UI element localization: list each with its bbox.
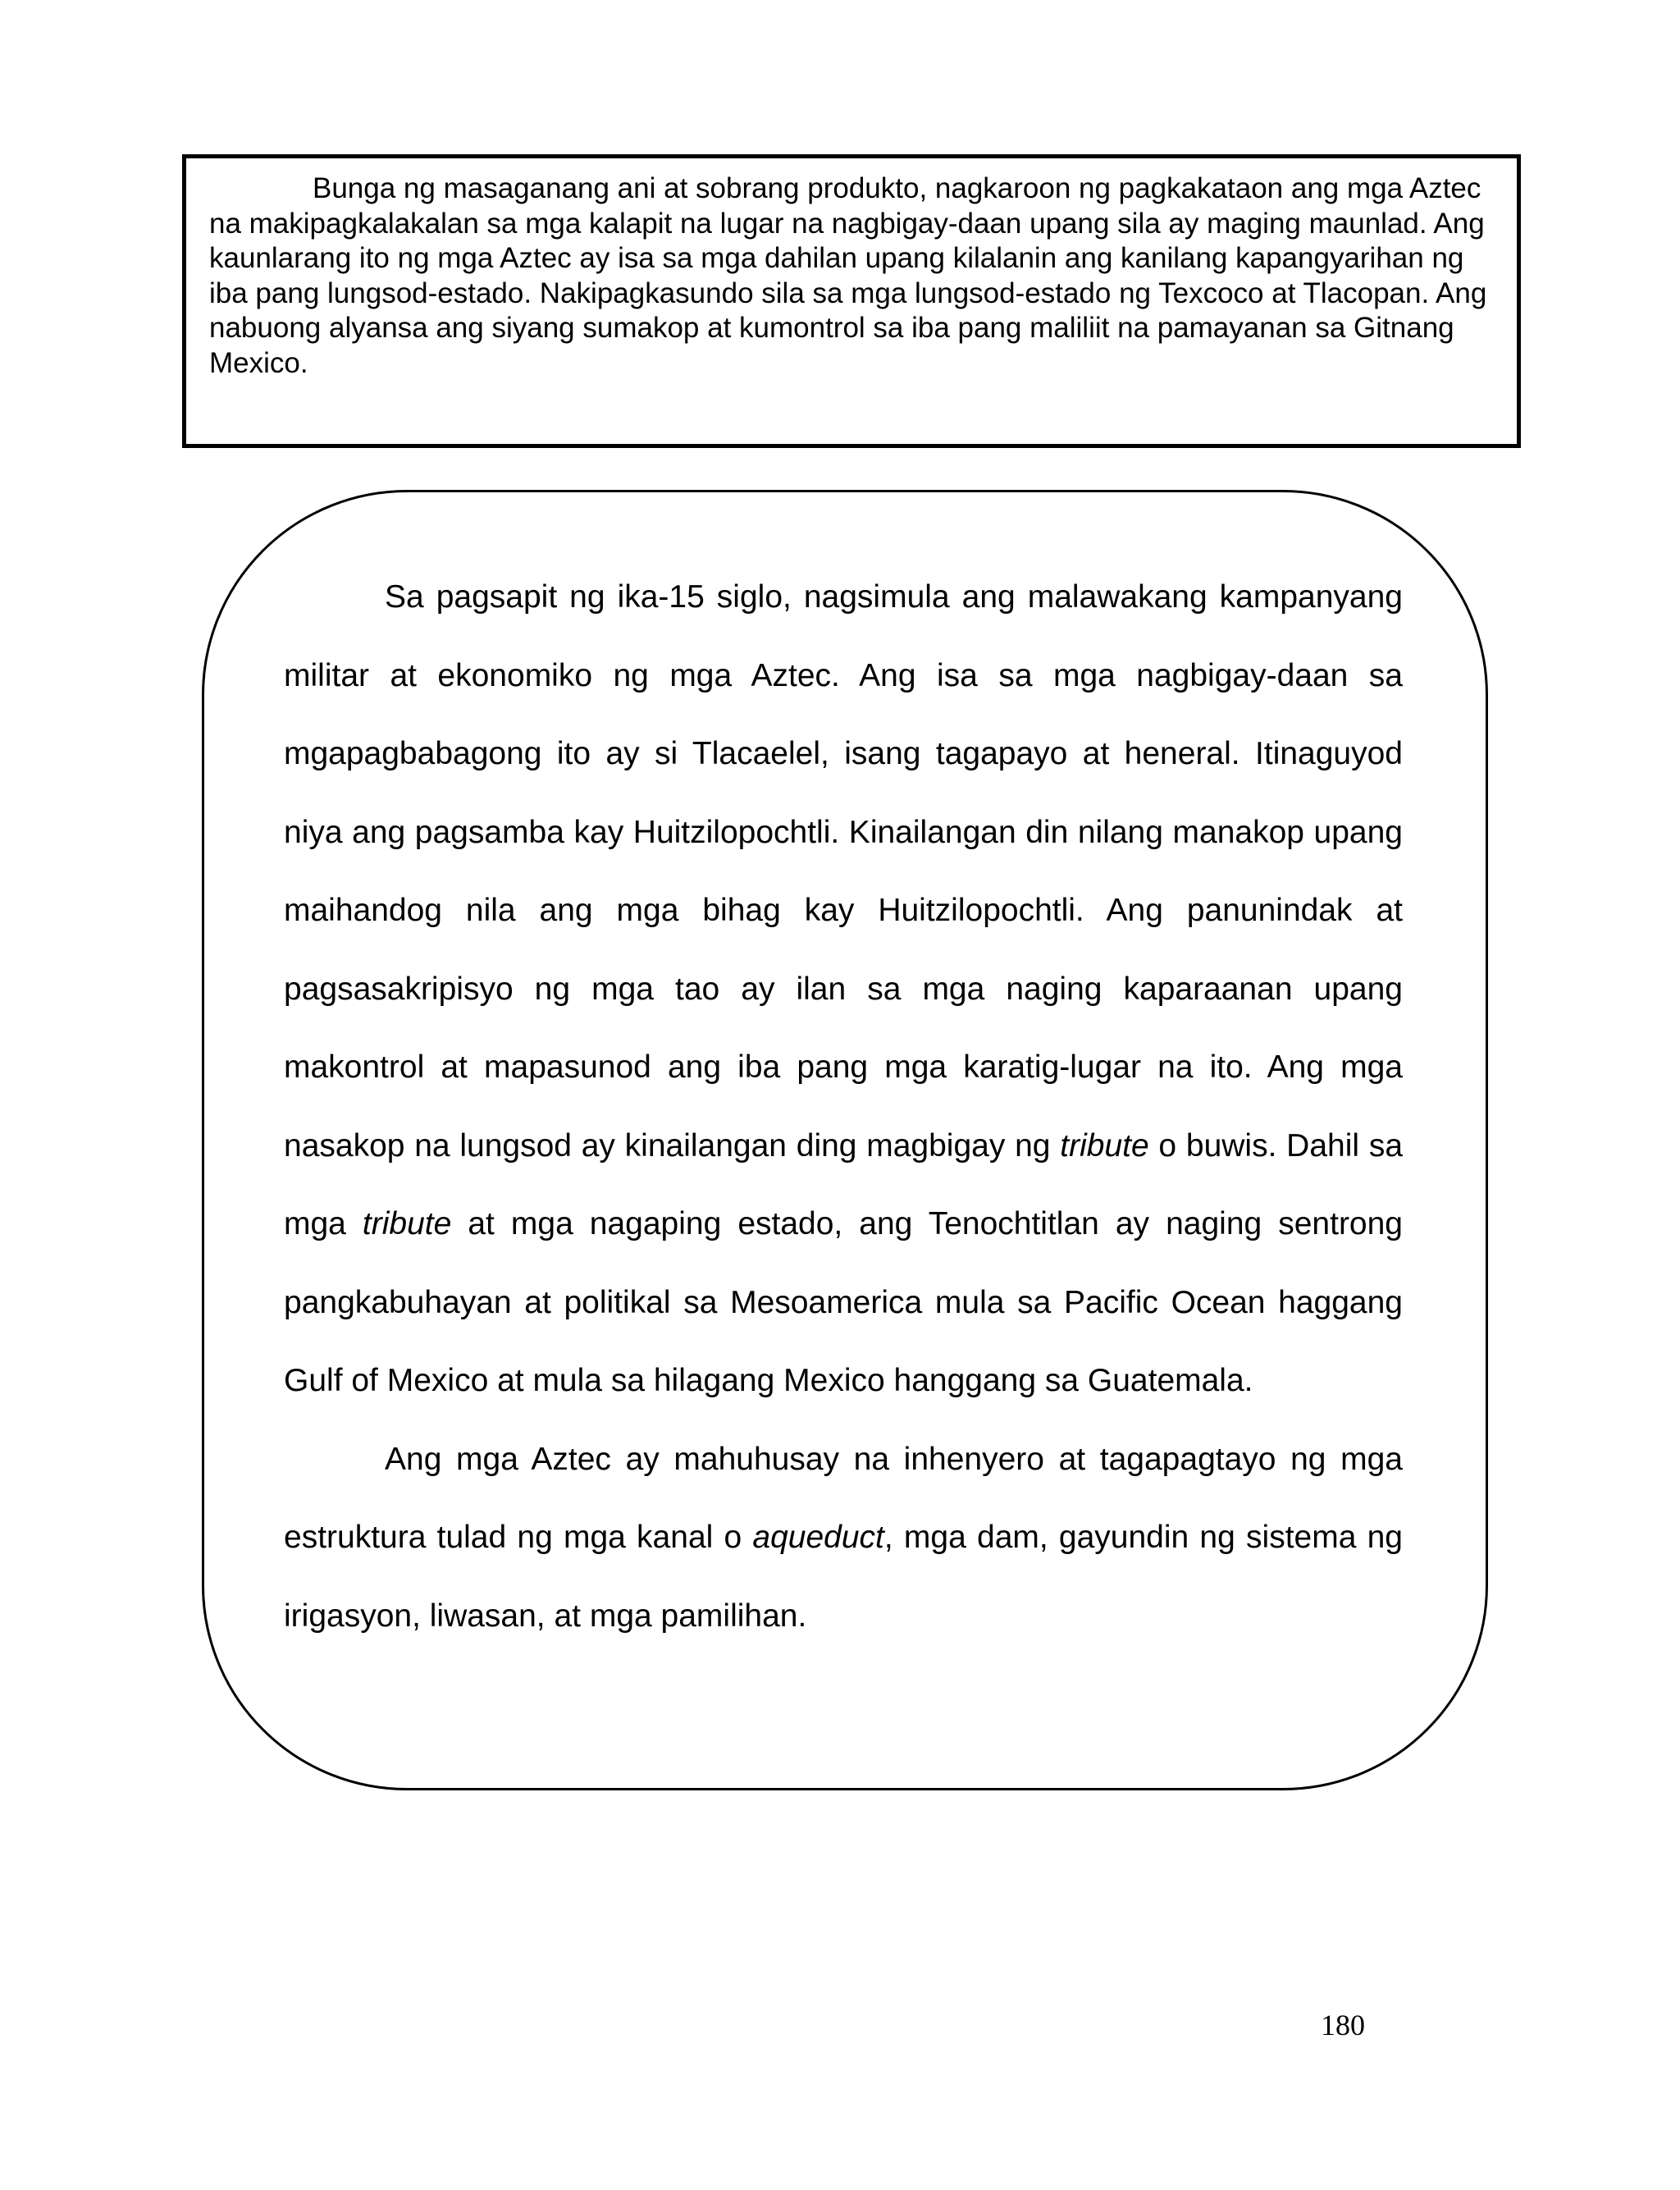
paragraph-text: , mga dam, gayundin ng sistema ng irigasyon, liwasan, at mga pamilihan. (284, 1520, 1403, 1634)
paragraph-text: Ang mga Aztec ay mahuhusay na inhenyero at tagapagtayo ng mga estruktura tulad ng mga kanal o (284, 1441, 1403, 1555)
paragraph-text: o buwis. Dahil sa mga (284, 1127, 1404, 1241)
italic-term: aqueduct (752, 1520, 884, 1555)
italic-term: tribute (362, 1206, 452, 1241)
paragraph-text: at mga nagaping estado, ang Tenochtitlan ay naging sentrong pangkabuhayan at politikal sa Mesoamerica mula sa Pacific Ocean haggang Gulf of Mexico at mula sa hilagang Mexico hanggang sa Guatemala. (284, 1206, 1404, 1398)
aztec-expansion-paragraph (284, 558, 1403, 1420)
aztec-engineering-paragraph (284, 1420, 1403, 1656)
summary-box (182, 154, 1521, 448)
paragraph-text: Sa pagsapit ng ika-15 siglo, nagsimula ang malawakang kampanyang militar at ekonomiko ng mga Aztec. Ang isa sa mga nagbigay-daan sa mgapagbabagong ito ay si Tlacaelel, isang tagapayo at heneral. Itinaguyod niya ang pagsamba kay Huitzilopochtli. Kinailangan din nilang manakop upang maihandog nila ang mga bihag kay Huitzilopochtli. Ang panunindak at pagsasakripisyo ng mga tao ay ilan sa mga naging kaparaanan upang makontrol at mapasunod ang iba pang mga karatig-lugar na ito. Ang mga nasakop na lungsod ay kinailangan ding magbigay ng (284, 579, 1403, 1164)
page-number: 180 (1321, 2009, 1365, 2041)
italic-term: tribute (1060, 1127, 1149, 1164)
rounded-text-content (284, 558, 1403, 1655)
summary-paragraph: Bunga ng masaganang ani at sobrang produkto, nagkaroon ng pagkakataon ang mga Aztec na makipagkalakalan sa mga kalapit na lugar na nagbigay-daan upang sila ay maging maunlad. Ang kaunlarang ito ng mga Aztec ay isa sa mga dahilan upang kilalanin ang kanilang kapangyarihan ng iba pang lungsod-estado. Nakipagkasundo sila sa mga lungsod-estado ng Texcoco at Tlacopan. Ang nabuong alyansa ang siyang sumakop at kumontrol sa iba pang maliliit na pamayanan sa Gitnang Mexico. (209, 172, 1487, 379)
